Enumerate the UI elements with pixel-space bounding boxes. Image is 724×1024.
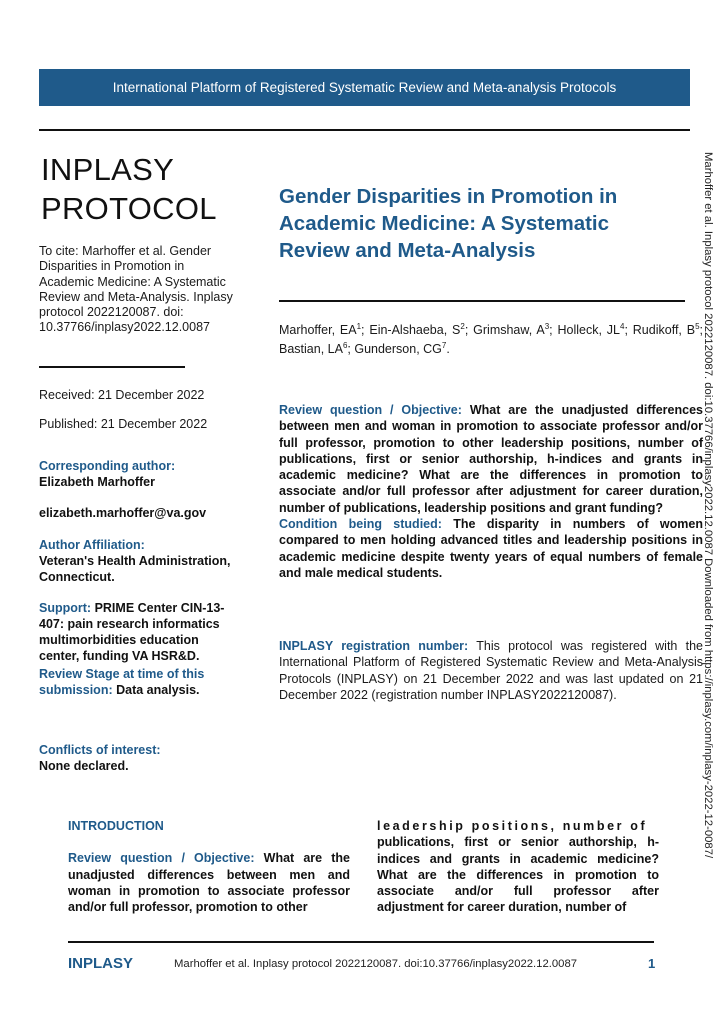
abstract-condition xyxy=(279,516,703,581)
author: Ein-Alshaeba, $S^2$; xyxy=(369,322,474,338)
published-date: Published: 21 December 2022 xyxy=(39,417,208,431)
brand-line-2: PROTOCOL xyxy=(41,191,217,226)
registration-label: INPLASY registration number: xyxy=(279,639,469,653)
author: Marhoffer, $EA^1$; xyxy=(279,322,370,338)
received-date: Received: 21 December 2022 xyxy=(39,388,205,402)
stage-label: Review Stage at time of this submission: xyxy=(39,667,205,697)
conflicts xyxy=(39,742,239,774)
review-question-text: What are the unadjusted differences between men and woman in promotion to associate professor and/or full professor, promotion to other leadership positions, number of publications, first or senior authorship, h-indices and grants in academic medicine? What are the differences in promotion to associate and/or full professor after adjustment for career duration, number of publications, leadership positions and grant funding? xyxy=(279,403,703,515)
author-affiliation xyxy=(39,537,239,585)
author: Holleck, $JL^4$; xyxy=(557,322,633,338)
intro-left-column xyxy=(68,818,350,915)
corresponding-label: Corresponding author: xyxy=(39,459,176,473)
cite-text: To cite: Marhoffer et al. Gender Disparities in Promotion in Academic Medicine: A Systematic Review and Meta-Analysis. Inplasy protocol 2022120087. doi: 10.37766/inplasy2022.12.0087 xyxy=(39,244,233,335)
intro-right-text: publications, first or senior authorship, h-indices and grants in academic medicine? What are the differences in promotion to associate and/or full professor after adjustment for career duration, number of xyxy=(377,835,659,915)
top-rule xyxy=(39,129,690,131)
condition-text: The disparity in numbers of women compared to men holding advanced titles and leadership positions in academic medicine despite twenty years of equal numbers of female and male medical students. xyxy=(279,517,703,580)
support xyxy=(39,600,239,664)
author-email[interactable]: elizabeth.marhoffer@va.gov xyxy=(39,506,207,520)
brand-title xyxy=(41,150,217,228)
author: Grimshaw, $A^3$; xyxy=(473,322,558,338)
registration-text: This protocol was registered with the International Platform of Registered Systematic Review and Meta-Analysis Protocols (INPLASY) on 21 December 2022 and was last updated on 21 December 2022 (registration number INPLASY2022120087). xyxy=(279,639,703,702)
corresponding-author xyxy=(39,458,239,490)
intro-right-column xyxy=(377,818,659,916)
condition-label: Condition being studied: xyxy=(279,517,442,532)
abstract-review-question xyxy=(279,402,703,516)
review-stage xyxy=(39,666,239,698)
intro-review-question xyxy=(68,850,350,915)
author: Rudikoff, $B^5$; xyxy=(632,322,704,338)
review-question-label: Review question / Objective: xyxy=(279,403,462,417)
stage-value: Data analysis. xyxy=(116,683,200,697)
footer-citation: Marhoffer et al. Inplasy protocol 2022120087. doi:10.37766/inplasy2022.12.0087 xyxy=(174,958,578,970)
conflicts-label: Conflicts of interest: xyxy=(39,743,161,757)
affiliation-label: Author Affiliation: xyxy=(39,538,145,552)
corresponding-name: Elizabeth Marhoffer xyxy=(39,475,155,489)
brand-line-1: INPLASY xyxy=(41,152,175,187)
page-number: 1 xyxy=(648,956,656,971)
side-citation: Marhoffer et al. Inplasy protocol 2022120087. doi:10.37766/inplasy2022.12.0087 Downloaded from https://inplasy.com/inplasy-2022-12-0087/ xyxy=(702,152,714,859)
footer-rule xyxy=(68,941,654,943)
author: Bastian, $LA^6$; xyxy=(279,341,355,357)
title-rule xyxy=(279,300,685,302)
intro-review-label: Review question / Objective: xyxy=(68,851,255,866)
header-banner xyxy=(39,69,690,106)
intro-right-spaced: leadership positions, number of xyxy=(377,819,648,833)
registration-info xyxy=(279,638,703,703)
footer-brand: INPLASY xyxy=(68,955,134,972)
affiliation-value: Veteran's Health Administration, Connecticut. xyxy=(39,554,231,584)
paper-title: Gender Disparities in Promotion in Academic Medicine: A Systematic Review and Meta-Analysis xyxy=(279,185,618,262)
author: Gunderson, $CG^7$. xyxy=(354,341,450,357)
intro-left-text: What are the unadjusted differences between men and woman in promotion to associate professor and/or full professor, promotion to other xyxy=(68,851,350,915)
author-list xyxy=(279,319,703,357)
intro-heading: INTRODUCTION xyxy=(68,819,164,833)
support-value: PRIME Center CIN-13-407: pain research informatics multimorbidities education center, funding VA HSR&D. xyxy=(39,601,225,663)
abstract xyxy=(279,402,703,581)
conflicts-value: None declared. xyxy=(39,759,129,773)
banner-text: International Platform of Registered Systematic Review and Meta-analysis Protocols xyxy=(112,80,617,95)
support-label: Support: xyxy=(39,601,92,615)
cite-rule xyxy=(39,366,185,368)
